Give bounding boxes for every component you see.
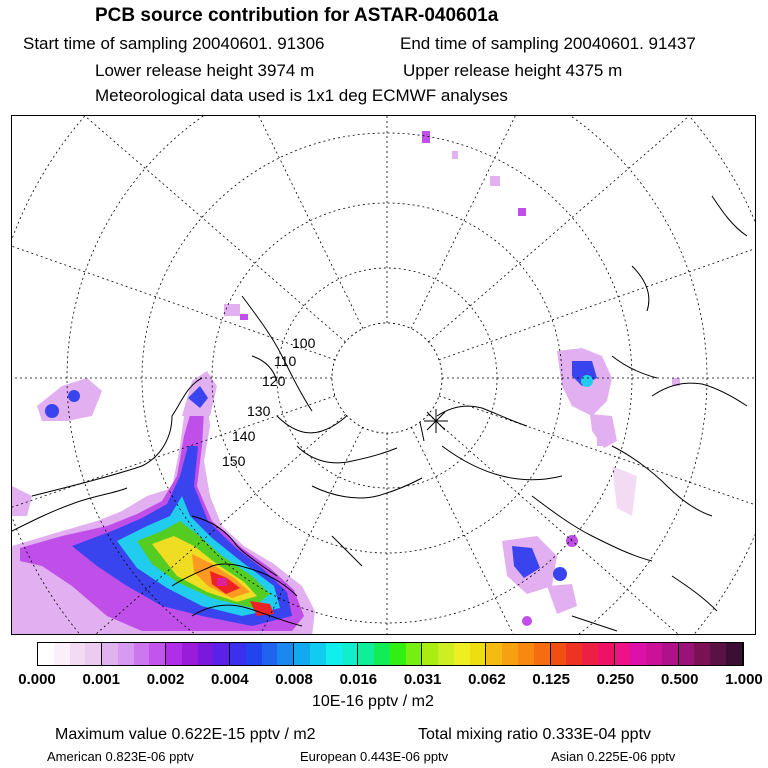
colorbar-swatch	[551, 643, 567, 665]
colorbar-tick-label: 0.062	[468, 671, 506, 688]
colorbar-swatch	[438, 643, 454, 665]
plume-magenta-core	[217, 578, 227, 586]
trajectory-labels	[222, 335, 316, 469]
colorbar-swatch	[422, 643, 438, 665]
polar-stereographic-plot	[12, 116, 756, 635]
colorbar-swatch	[726, 643, 743, 665]
colorbar-swatch	[710, 643, 726, 665]
colorbar-swatch	[326, 643, 342, 665]
colorbar-swatch	[118, 643, 134, 665]
colorbar-swatch	[630, 643, 646, 665]
colorbar-unit: 10E-16 pptv / m2	[312, 693, 434, 710]
colorbar-swatch	[166, 643, 182, 665]
colorbar-swatch	[246, 643, 262, 665]
total-mixing-ratio: Total mixing ratio 0.333E-04 pptv	[418, 726, 652, 743]
colorbar-tick-label: 0.125	[532, 671, 570, 688]
colorbar-swatch	[662, 643, 679, 665]
colorbar-swatch	[262, 643, 278, 665]
colorbar-swatch	[70, 643, 86, 665]
end-time: End time of sampling 20040601. 91437	[400, 34, 696, 53]
colorbar-swatch	[358, 643, 374, 665]
start-time: Start time of sampling 20040601. 91306	[23, 34, 325, 53]
colorbar-swatch	[134, 643, 150, 665]
colorbar-tick-label: 0.004	[211, 671, 249, 688]
colorbar-swatch	[694, 643, 710, 665]
colorbar-tick-label: 0.031	[403, 671, 442, 688]
map-title: PCB source contribution for ASTAR-040601a	[95, 5, 499, 26]
colorbar-swatch	[566, 643, 582, 665]
colorbar	[37, 642, 744, 666]
colorbar-swatch	[198, 643, 214, 665]
colorbar-tick-label: 0.500	[660, 671, 699, 688]
maximum-value: Maximum value 0.622E-15 pptv / m2	[55, 726, 316, 743]
polar-map	[11, 115, 756, 635]
colorbar-swatch	[615, 643, 631, 665]
colorbar-tick-label: 0.000	[18, 671, 56, 688]
colorbar-swatch	[149, 643, 166, 665]
colorbar-tick-label: 1.000	[725, 671, 763, 688]
lower-release-height: Lower release height 3974 m	[95, 61, 315, 80]
colorbar-swatch	[598, 643, 615, 665]
release-location-marker	[424, 409, 448, 433]
colorbar-swatch	[454, 643, 470, 665]
meteorological-data: Meteorological data used is 1x1 deg ECMWF analyses	[95, 86, 508, 105]
colorbar-swatch	[518, 643, 534, 665]
colorbar-swatch	[342, 643, 359, 665]
colorbar-swatch	[310, 643, 326, 665]
american-contribution: American 0.823E-06 pptv	[47, 749, 194, 764]
colorbar-tick-label: 0.250	[596, 671, 635, 688]
colorbar-swatch	[277, 643, 294, 665]
grid-label: 110	[274, 353, 297, 369]
colorbar-swatch	[406, 643, 423, 665]
colorbar-swatch	[213, 643, 230, 665]
colorbar-swatch	[486, 643, 502, 665]
colorbar-swatch	[85, 643, 102, 665]
colorbar-swatch	[470, 643, 487, 665]
colorbar-swatch	[646, 643, 662, 665]
grid-label: 150	[222, 453, 246, 469]
colorbar-swatch	[502, 643, 518, 665]
colorbar-swatch	[182, 643, 198, 665]
colorbar-tick-label: 0.002	[146, 671, 185, 688]
european-contribution: European 0.443E-06 pptv	[300, 749, 449, 764]
colorbar-swatch	[54, 643, 70, 665]
colorbar-swatch	[102, 643, 118, 665]
grid-label: 130	[247, 403, 271, 419]
colorbar-swatch	[679, 643, 695, 665]
colorbar-tick-label: 0.001	[82, 671, 121, 688]
colorbar-swatch	[534, 643, 551, 665]
asian-contribution: Asian 0.225E-06 pptv	[551, 749, 676, 764]
grid-label: 120	[262, 373, 286, 389]
colorbar-tick-label: 0.008	[275, 671, 313, 688]
colorbar-swatch	[390, 643, 406, 665]
upper-release-height: Upper release height 4375 m	[403, 61, 623, 80]
grid-label: 100	[292, 335, 316, 351]
colorbar-swatch	[582, 643, 598, 665]
colorbar-swatch	[230, 643, 246, 665]
colorbar-swatch	[374, 643, 390, 665]
colorbar-swatch	[294, 643, 310, 665]
grid-label: 140	[232, 428, 256, 444]
colorbar-tick-label: 0.016	[339, 671, 378, 688]
colorbar-swatch	[38, 643, 54, 665]
